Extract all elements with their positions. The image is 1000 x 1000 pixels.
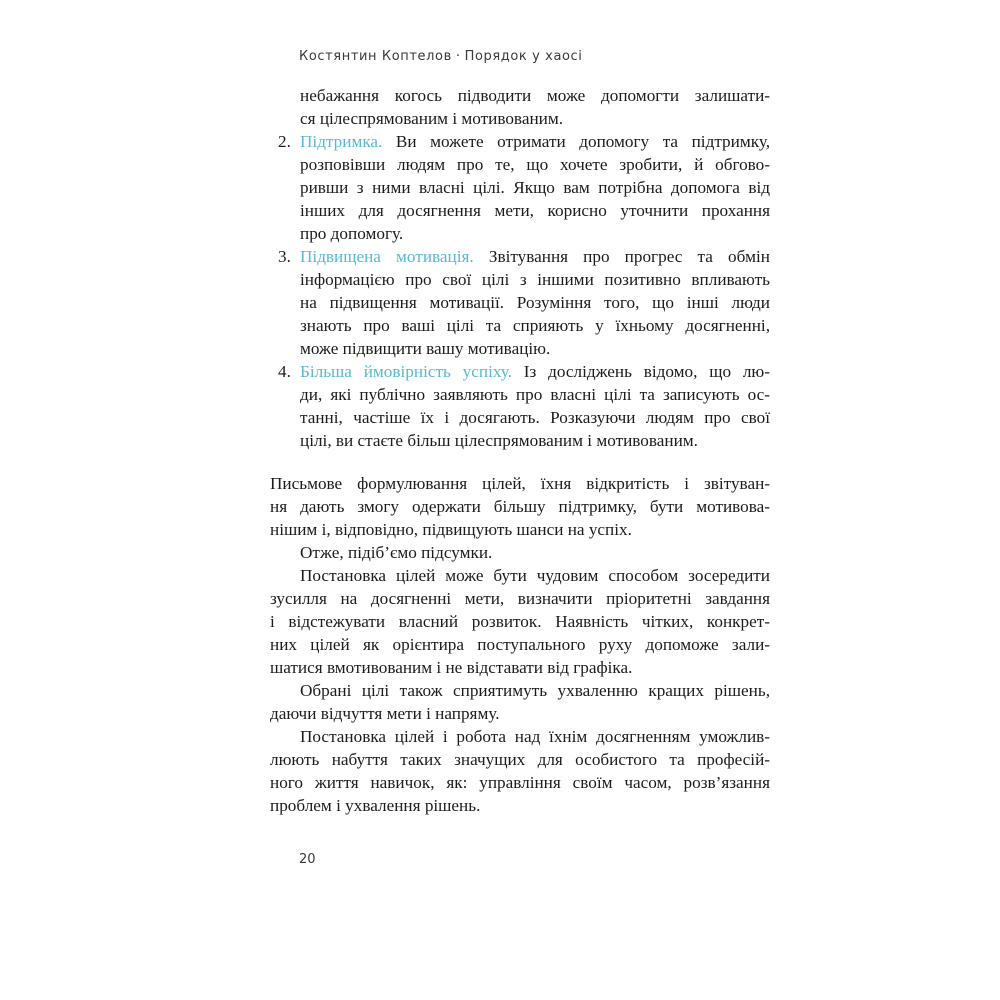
body-line: Письмове формулювання цілей, їхня відкритість і звітуван-	[270, 474, 770, 493]
body-line: зусилля на досягненні мети, визначити пріоритетні завдання	[270, 589, 770, 608]
page-number: 20	[299, 852, 316, 867]
body-line: танні, частіше їх і досягають. Розказуючи людям про свої	[300, 408, 770, 427]
body-line: ного життя навичок, як: управління своїм часом, розв’язання	[270, 773, 770, 792]
list-number: 3.	[278, 247, 291, 266]
highlight-term: Підвищена мотивація.	[300, 247, 474, 266]
body-line: розповівши людям про те, що хочете зробити, й обгово-	[300, 155, 770, 174]
section-gap	[270, 452, 770, 472]
book-title: Порядок у хаосі	[464, 49, 583, 64]
author-name: Костянтин Коптелов	[299, 49, 452, 64]
body-text: Ви можете отримати допомогу та підтримку,	[395, 132, 770, 151]
body-line: них цілей як орієнтира поступального руху допоможе зали-	[270, 635, 770, 654]
body-line: Постановка цілей може бути чудовим способом зосередити	[300, 566, 770, 585]
body-line: про допомогу.	[300, 224, 404, 243]
body-line: люють набуття таких значущих для особистого та професій-	[270, 750, 770, 769]
list-number: 2.	[278, 132, 291, 151]
body-text: Звітування про прогрес та обмін	[488, 247, 771, 266]
page-body	[270, 84, 770, 817]
body-line: ня дають змогу одержати більшу підтримку, бути мотивова-	[270, 497, 770, 516]
body-line: може підвищити вашу мотивацію.	[300, 339, 551, 358]
body-line: знають про ваші цілі та сприяють у їхньому досягненні,	[300, 316, 770, 335]
body-line: ся цілеспрямованим і мотивованим.	[300, 109, 564, 128]
body-line: інформацією про свої цілі з іншими позитивно впливають	[300, 270, 770, 289]
body-line: інших для досягнення мети, корисно уточнити прохання	[300, 201, 770, 220]
body-line: Постановка цілей і робота над їхнім досягненням уможлив-	[300, 727, 770, 746]
list-item	[270, 360, 770, 383]
body-line: і відстежувати власний розвиток. Наявність чітких, конкрет-	[270, 612, 770, 631]
body-line: проблем і ухвалення рішень.	[270, 796, 481, 815]
body-line: Отже, підіб’ємо підсумки.	[300, 543, 493, 562]
list-item	[270, 245, 770, 268]
body-text: Із досліджень відомо, що лю-	[523, 362, 770, 381]
body-line: небажання когось підводити може допомогти залишати-	[300, 86, 770, 105]
body-line: Обрані цілі також сприятимуть ухваленню кращих рішень,	[300, 681, 770, 700]
highlight-term: Підтримка.	[300, 132, 383, 151]
running-head	[299, 49, 583, 64]
list-item	[270, 130, 770, 153]
body-line: шатися вмотивованим і не відставати від графіка.	[270, 658, 633, 677]
body-line: ривши з ними власні цілі. Якщо вам потрібна допомога від	[300, 178, 770, 197]
body-line: даючи відчуття мети і напряму.	[270, 704, 500, 723]
body-line: на підвищення мотивації. Розуміння того, що інші люди	[300, 293, 770, 312]
body-line: цілі, ви стаєте більш цілеспрямованим і мотивованим.	[300, 431, 698, 450]
body-line: нішим і, відповідно, підвищують шанси на успіх.	[270, 520, 632, 539]
highlight-term: Більша ймовірність успіху.	[300, 362, 512, 381]
body-line: ди, які публічно заявляють про власні цілі та записують ос-	[300, 385, 770, 404]
header-separator: ·	[455, 49, 461, 64]
list-number: 4.	[278, 362, 291, 381]
